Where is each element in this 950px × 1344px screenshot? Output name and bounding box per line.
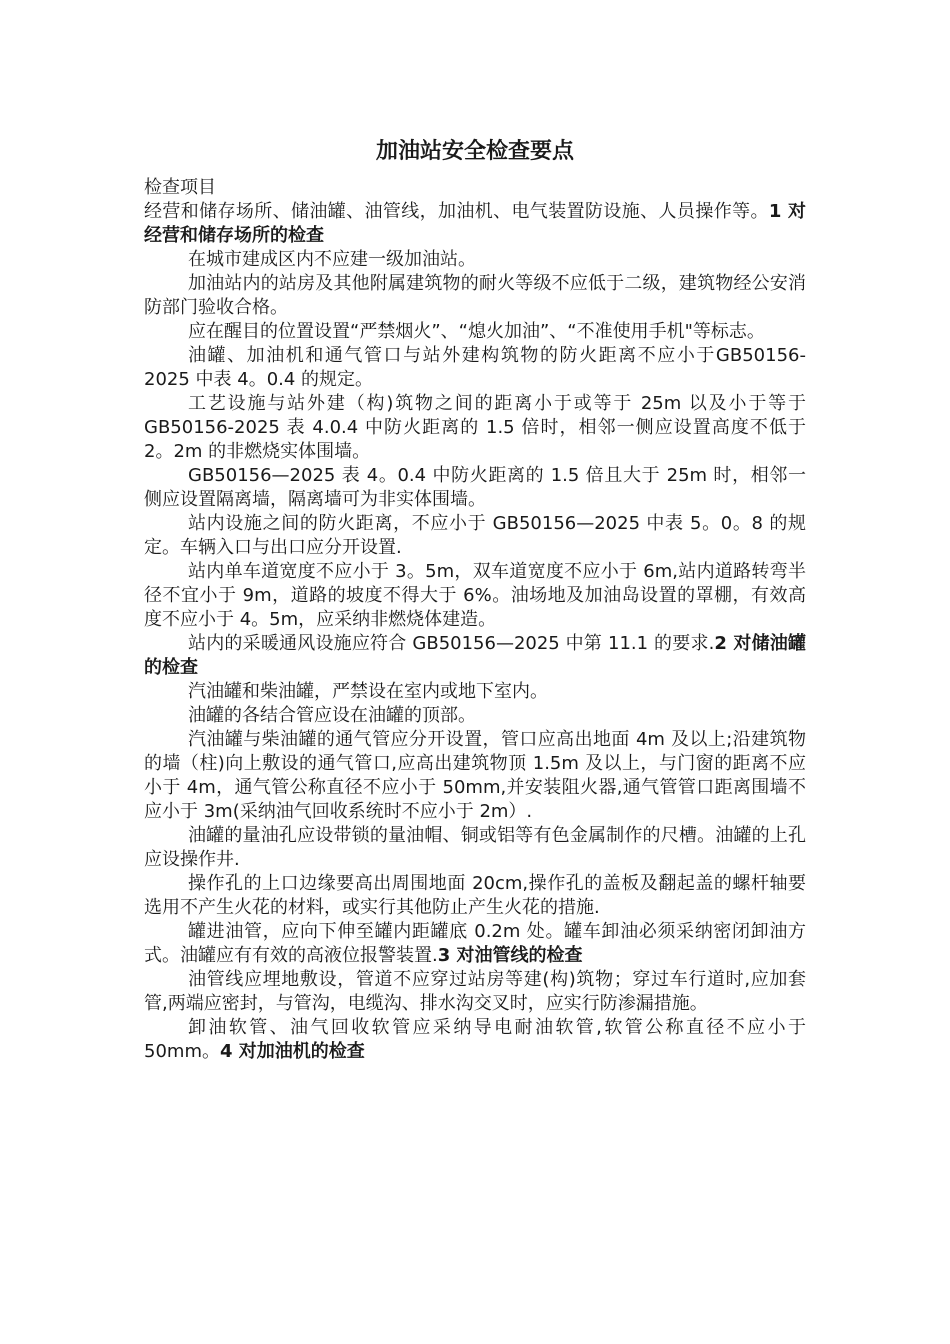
section-heading-1: 1 对经营和储存场所的检查 xyxy=(144,201,806,246)
label-check-items: 检查项目 xyxy=(144,177,216,198)
paragraph-9-text: 站内的采暖通风设施应符合 GB50156—2025 中第 11.1 的要求. xyxy=(188,633,715,654)
section-heading-2: 2 对储油罐的检查 xyxy=(144,633,806,678)
section-heading-4: 4 对加油机的检查 xyxy=(219,1041,365,1062)
paragraph-4: 油罐、加油机和通气管口与站外建构筑物的防火距离不应小于GB50156-2025 中表 4。0.4 的规定。 xyxy=(144,345,806,390)
paragraph-7: 站内设施之间的防火距离，不应小于 GB50156—2025 中表 5。0。8 的规定。车辆入口与出口应分开设置. xyxy=(144,513,806,558)
paragraph-15 xyxy=(144,920,806,968)
paragraph-16: 油管线应埋地敷设，管道不应穿过站房等建(构)筑物；穿过车行道时,应加套管,两端应密封，与管沟，电缆沟、排水沟交叉时，应实行防渗漏措施。 xyxy=(144,969,806,1014)
intro-paragraph xyxy=(144,200,806,248)
paragraph-2: 加油站内的站房及其他附属建筑物的耐火等级不应低于二级，建筑物经公安消防部门验收合格。 xyxy=(144,273,806,318)
paragraph-12: 汽油罐与柴油罐的通气管应分开设置，管口应高出地面 4m 及以上;沿建筑物的墙（柱)向上敷设的通气管口,应高出建筑物顶 1.5m 及以上，与门窗的距离不应小于 4m，通气管公称直径不应小于 50mm,并安装阻火器,通气管管口距离围墙不应小于 3m(采纳油气回收系统时不应小于 2m）. xyxy=(144,729,806,822)
paragraph-5: 工艺设施与站外建（构)筑物之间的距离小于或等于 25m 以及小于等于 GB50156-2025 表 4.0.4 中防火距离的 1.5 倍时，相邻一侧应设置高度不低于 2。2m 的非燃烧实体围墙。 xyxy=(144,393,806,462)
paragraph-17 xyxy=(144,1016,806,1064)
paragraph-15-text: 罐进油管，应向下伸至罐内距罐底 0.2m 处。罐车卸油必须采纳密闭卸油方式。油罐应有有效的高液位报警装置. xyxy=(144,921,806,966)
paragraph-9 xyxy=(144,632,806,680)
document-title: 加油站安全检查要点 xyxy=(375,138,574,164)
section-heading-3: 3 对油管线的检查 xyxy=(437,945,583,966)
paragraph-17-text: 卸油软管、油气回收软管应采纳导电耐油软管,软管公称直径不应小于 50mm。 xyxy=(144,1017,806,1062)
paragraph-6: GB50156—2025 表 4。0.4 中防火距离的 1.5 倍且大于 25m 时，相邻一侧应设置隔离墙，隔离墙可为非实体围墙。 xyxy=(144,465,806,510)
paragraph-11: 油罐的各结合管应设在油罐的顶部。 xyxy=(188,705,476,726)
paragraph-1: 在城市建成区内不应建一级加油站。 xyxy=(188,249,476,270)
paragraph-10: 汽油罐和柴油罐，严禁设在室内或地下室内。 xyxy=(188,681,548,702)
document-page xyxy=(144,128,806,1064)
paragraph-13: 油罐的量油孔应设带锁的量油帽、铜或铝等有色金属制作的尺槽。油罐的上孔应设操作井. xyxy=(144,825,806,870)
intro-text: 经营和储存场所、储油罐、油管线，加油机、电气装置防设施、人员操作等。 xyxy=(144,201,769,222)
paragraph-8: 站内单车道宽度不应小于 3。5m，双车道宽度不应小于 6m,站内道路转弯半径不宜小于 9m，道路的坡度不得大于 6%。油场地及加油岛设置的罩棚，有效高度不应小于 4。5m，应采纳非燃烧体建造。 xyxy=(144,561,806,630)
paragraph-3: 应在醒目的位置设置“严禁烟火”、“熄火加油”、“不准使用手机"等标志。 xyxy=(188,321,765,342)
paragraph-14: 操作孔的上口边缘要高出周围地面 20cm,操作孔的盖板及翻起盖的螺杆轴要选用不产生火花的材料，或实行其他防止产生火花的措施. xyxy=(144,873,806,918)
